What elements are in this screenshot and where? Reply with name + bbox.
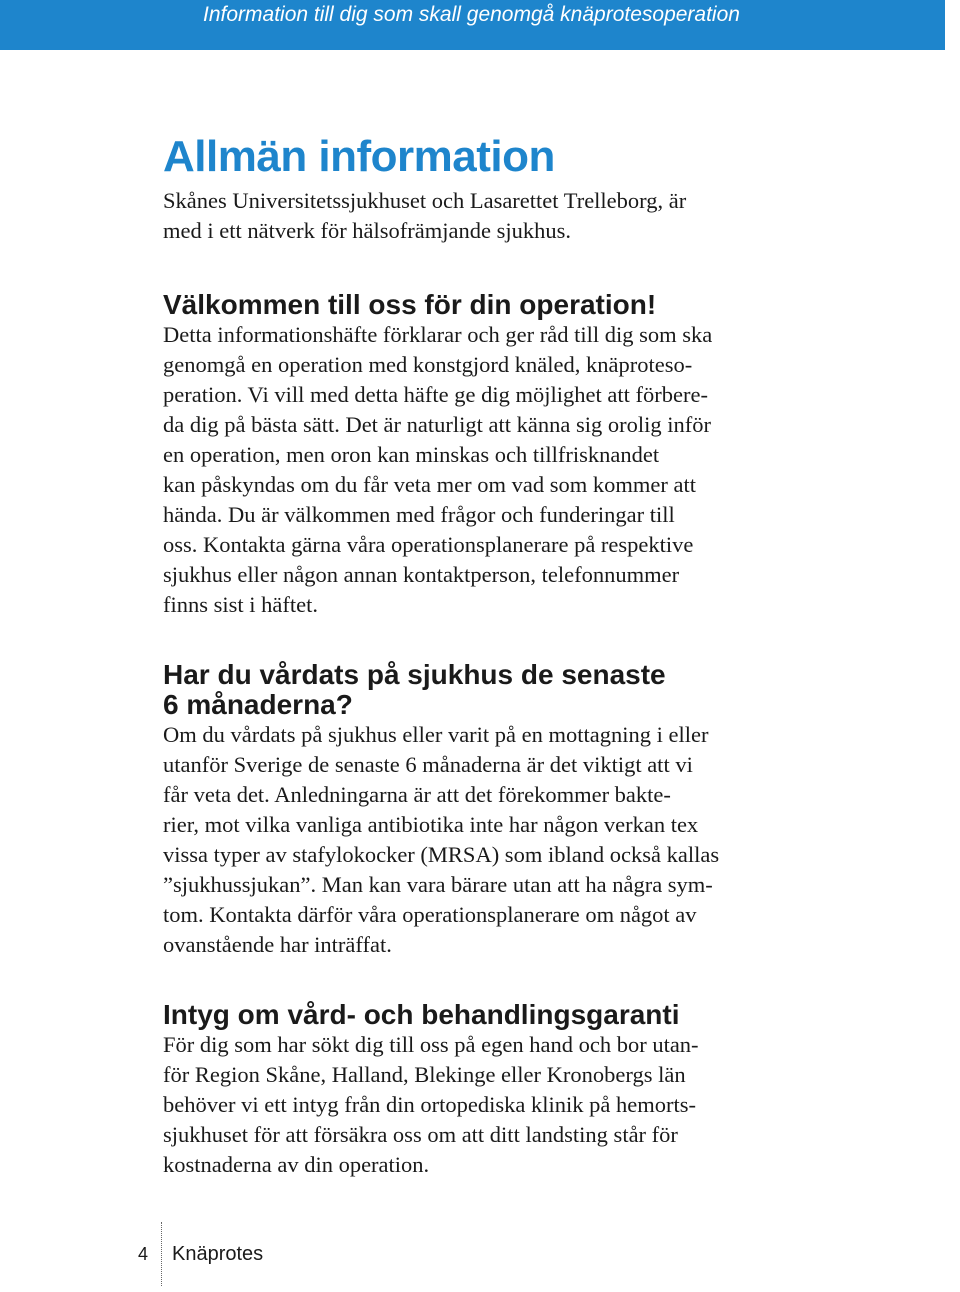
text-line: tom. Kontakta därför våra operationsplanerare om något av bbox=[163, 902, 697, 927]
footer-label: Knäprotes bbox=[172, 1243, 264, 1265]
text-line: oss. Kontakta gärna våra operationsplanerare på respektive bbox=[163, 532, 694, 557]
text-line: sjukhuset för att försäkra oss om att ditt landsting står för bbox=[163, 1122, 678, 1147]
text-line: Detta informationshäfte förklarar och ger råd till dig som ska bbox=[163, 322, 713, 347]
text-line: en operation, men oron kan minskas och tillfrisknandet bbox=[163, 442, 660, 467]
text-line: genomgå en operation med konstgjord knäled, knäproteso- bbox=[163, 352, 693, 377]
section-paragraph-guarantee bbox=[163, 1030, 823, 1180]
text-line: kostnaderna av din operation. bbox=[163, 1152, 430, 1177]
intro-line: Skånes Universitetssjukhuset och Lasarettet Trelleborg, är bbox=[163, 188, 687, 213]
page-title: Allmän information bbox=[163, 132, 555, 181]
page-number: 4 bbox=[138, 1244, 149, 1264]
intro-line: med i ett nätverk för hälsofrämjande sjukhus. bbox=[163, 218, 572, 243]
text-line: behöver vi ett intyg från din ortopediska klinik på hemorts- bbox=[163, 1092, 697, 1117]
text-line: rier, mot vilka vanliga antibiotika inte har någon verkan tex bbox=[163, 812, 699, 837]
section-paragraph-welcome bbox=[163, 320, 823, 620]
text-line: peration. Vi vill med detta häfte ge dig möjlighet att förbere- bbox=[163, 382, 708, 407]
text-line: da dig på bästa sätt. Det är naturligt att känna sig orolig inför bbox=[163, 412, 711, 437]
text-line: vissa typer av stafylokocker (MRSA) som ibland också kallas bbox=[163, 842, 720, 867]
text-line: Om du vårdats på sjukhus eller varit på en mottagning i eller bbox=[163, 722, 709, 747]
heading-line: Har du vårdats på sjukhus de senaste bbox=[163, 659, 666, 690]
text-line: utanför Sverige de senaste 6 månaderna är det viktigt att vi bbox=[163, 752, 693, 777]
text-line: sjukhus eller någon annan kontaktperson, telefonnummer bbox=[163, 562, 680, 587]
intro-paragraph bbox=[163, 186, 823, 246]
page-content bbox=[163, 128, 823, 1180]
text-line: ovanstående har inträffat. bbox=[163, 932, 392, 957]
text-line: För dig som har sökt dig till oss på egen hand och bor utan- bbox=[163, 1032, 699, 1057]
heading-line: Intyg om vård- och behandlingsgaranti bbox=[163, 999, 680, 1030]
footer-divider bbox=[161, 1222, 162, 1286]
text-line: ”sjukhussjukan”. Man kan vara bärare utan att ha några sym- bbox=[163, 872, 713, 897]
text-line: för Region Skåne, Halland, Blekinge eller Kronobergs län bbox=[163, 1062, 686, 1087]
section-paragraph-hospital-stay bbox=[163, 720, 823, 960]
text-line: kan påskyndas om du får veta mer om vad som kommer att bbox=[163, 472, 696, 497]
section-heading-welcome bbox=[163, 290, 823, 320]
section-heading-guarantee bbox=[163, 1000, 823, 1030]
text-line: hända. Du är välkommen med frågor och funderingar till bbox=[163, 502, 675, 527]
header-title: Information till dig som skall genomgå knäprotesoperation bbox=[203, 3, 740, 26]
section-heading-hospital-stay bbox=[163, 660, 823, 720]
text-line: får veta det. Anledningarna är att det förekommer bakte- bbox=[163, 782, 671, 807]
heading-line: Välkommen till oss för din operation! bbox=[163, 289, 657, 320]
heading-line: 6 månaderna? bbox=[163, 689, 353, 720]
text-line: finns sist i häftet. bbox=[163, 592, 318, 617]
